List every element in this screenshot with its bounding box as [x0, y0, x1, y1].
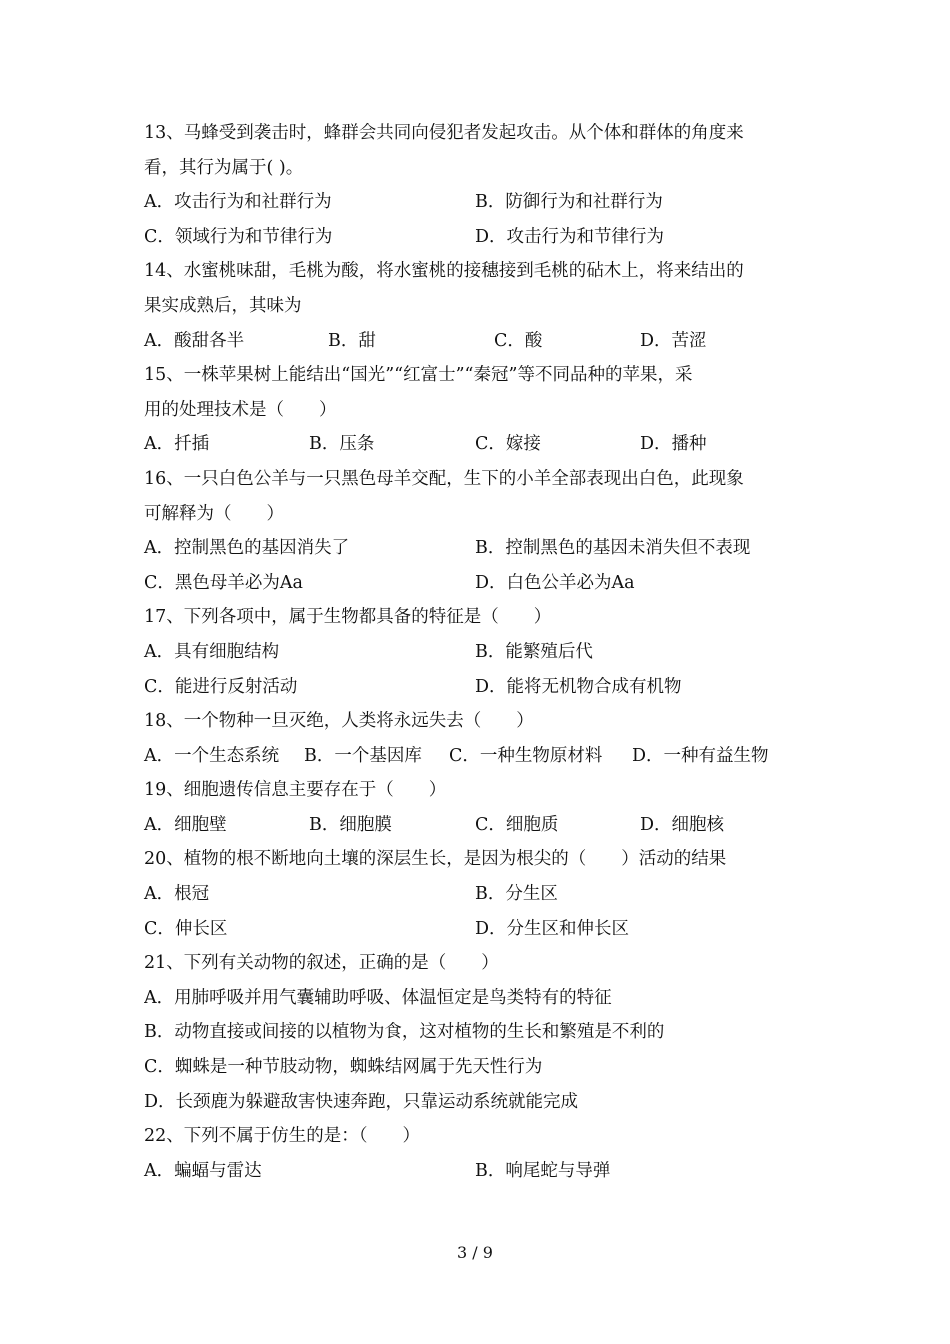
question-13-option-a: A．攻击行为和社群行为	[144, 192, 332, 213]
question-18-options-row	[144, 739, 804, 774]
question-15-option-b: B．压条	[309, 434, 375, 455]
question-20-stem: 20、植物的根不断地向土壤的深层生长，是因为根尖的（ ）活动的结果	[144, 849, 727, 870]
question-13-option-b: B．防御行为和社群行为	[475, 192, 663, 213]
question-16-option-c: C．黑色母羊必为Aa	[144, 572, 303, 593]
question-17-option-c: C．能进行反射活动	[144, 676, 298, 697]
question-17-option-b: B．能繁殖后代	[475, 641, 593, 662]
question-16-stem-line-1: 16、一只白色公羊与一只黑色母羊交配，生下的小羊全部表现出白色，此现象	[144, 468, 744, 489]
page-number: 3 / 9	[457, 1243, 493, 1262]
question-14-option-d: D．苦涩	[640, 330, 707, 351]
question-13-options-row-2	[144, 220, 804, 255]
question-21-option-a: A．用肺呼吸并用气囊辅助呼吸、体温恒定是鸟类特有的特征	[144, 987, 612, 1008]
question-18-option-c: C．一种生物原材料	[449, 745, 603, 766]
question-15-option-d: D．播种	[640, 434, 707, 455]
question-15-stem-line-1: 15、一株苹果树上能结出“国光”“红富士”“秦冠”等不同品种的苹果，采	[144, 365, 693, 386]
question-17-options-row-2	[144, 670, 804, 705]
question-22-options-row-1	[144, 1154, 804, 1189]
question-20-option-a: A．根冠	[144, 884, 210, 905]
question-19-stem: 19、细胞遗传信息主要存在于（ ）	[144, 780, 447, 801]
question-13-options-row-1	[144, 185, 804, 220]
question-13-option-c: C．领域行为和节律行为	[144, 226, 333, 247]
question-17-option-a: A．具有细胞结构	[144, 641, 280, 662]
question-13-stem-line-1: 13、马蜂受到袭击时，蜂群会共同向侵犯者发起攻击。从个体和群体的角度来	[144, 123, 744, 143]
question-19-options-row	[144, 808, 804, 843]
question-21-option-d: D．长颈鹿为躲避敌害快速奔跑，只靠运动系统就能完成	[144, 1091, 579, 1112]
question-22-option-a: A．蝙蝠与雷达	[144, 1160, 262, 1181]
question-list	[144, 116, 804, 1188]
question-14-stem-line-1: 14、水蜜桃味甜，毛桃为酸，将水蜜桃的接穗接到毛桃的砧木上，将来结出的	[144, 261, 744, 282]
question-15-option-a: A．扦插	[144, 434, 210, 455]
question-14-stem-line-2: 果实成熟后，其味为	[144, 295, 302, 316]
question-22-stem: 22、下列不属于仿生的是：（ ）	[144, 1126, 421, 1147]
question-20-option-d: D．分生区和伸长区	[475, 918, 630, 939]
question-16-stem-line-2: 可解释为（ ）	[144, 503, 284, 524]
question-16-option-b: B．控制黑色的基因未消失但不表现	[475, 538, 751, 559]
question-19-option-c: C．细胞质	[475, 814, 559, 835]
question-13-option-d: D．攻击行为和节律行为	[475, 226, 665, 247]
question-16-option-a: A．控制黑色的基因消失了	[144, 538, 350, 559]
question-21-stem: 21、下列有关动物的叙述，正确的是（ ）	[144, 953, 499, 974]
question-15-options-row	[144, 427, 804, 462]
question-14-option-c: C．酸	[494, 330, 543, 351]
question-20-option-c: C．伸长区	[144, 918, 228, 939]
question-18-option-d: D．一种有益生物	[632, 745, 769, 766]
question-16-options-row-2	[144, 566, 804, 601]
question-13-stem-line-2: 看，其行为属于( )。	[144, 157, 304, 178]
question-20-options-row-1	[144, 877, 804, 912]
question-15-option-c: C．嫁接	[475, 434, 541, 455]
question-20-options-row-2	[144, 912, 804, 947]
question-16-options-row-1	[144, 531, 804, 566]
question-21-option-b: B．动物直接或间接的以植物为食，这对植物的生长和繁殖是不利的	[144, 1022, 665, 1043]
question-17-stem: 17、下列各项中，属于生物都具备的特征是（ ）	[144, 607, 552, 628]
question-16-option-d: D．白色公羊必为Aa	[475, 572, 635, 593]
question-17-options-row-1	[144, 635, 804, 670]
question-21-option-c: C．蜘蛛是一种节肢动物，蜘蛛结网属于先天性行为	[144, 1057, 543, 1078]
question-18-option-a: A．一个生态系统	[144, 745, 280, 766]
question-20-option-b: B．分生区	[475, 884, 558, 905]
question-19-option-a: A．细胞壁	[144, 814, 227, 835]
question-22-option-b: B．响尾蛇与导弹	[475, 1160, 611, 1181]
question-14-option-a: A．酸甜各半	[144, 330, 245, 351]
question-14-options-row	[144, 324, 804, 359]
question-19-option-d: D．细胞核	[640, 814, 725, 835]
question-15-stem-line-2: 用的处理技术是（ ）	[144, 399, 337, 420]
question-14-option-b: B．甜	[328, 330, 376, 351]
question-19-option-b: B．细胞膜	[309, 814, 392, 835]
question-17-option-d: D．能将无机物合成有机物	[475, 676, 682, 697]
question-18-option-b: B．一个基因库	[304, 745, 422, 766]
question-18-stem: 18、一个物种一旦灭绝，人类将永远失去（ ）	[144, 711, 534, 732]
